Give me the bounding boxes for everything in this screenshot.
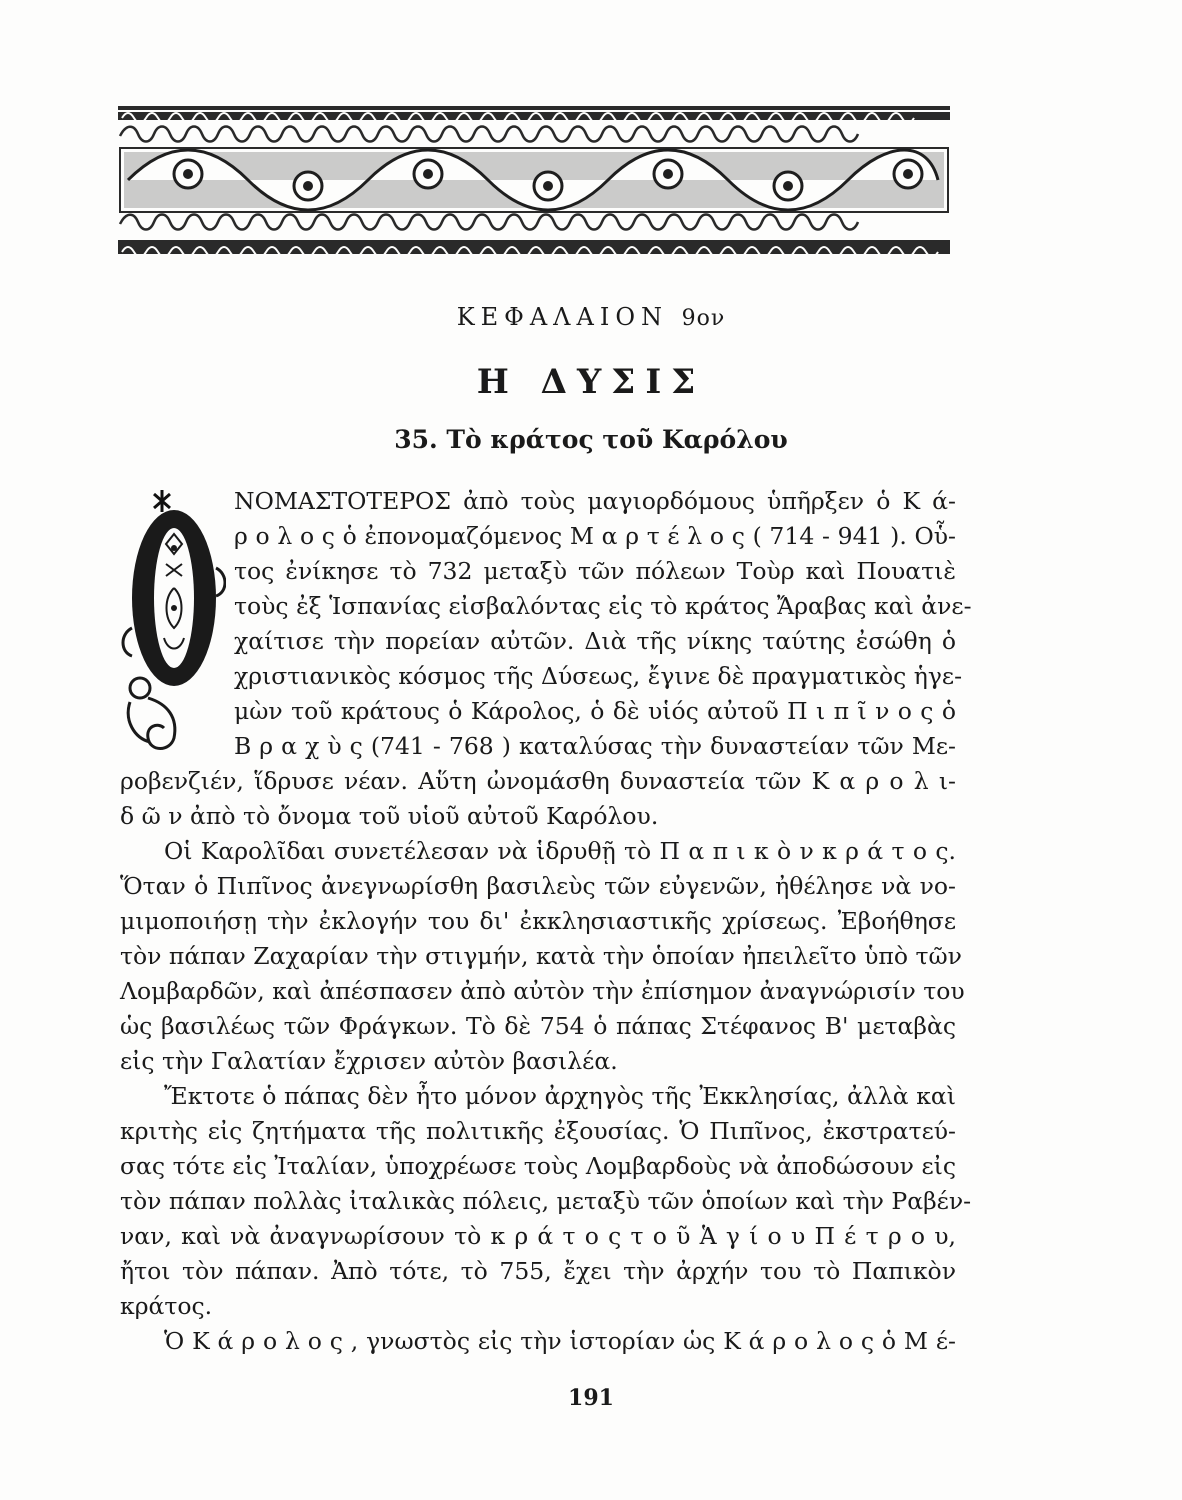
text-line: ροβενζιέν, ἵδρυσε νέαν. Αὕτη ὠνομάσθη δυναστεία τῶν Κ α ρ ο λ ι- — [120, 767, 956, 795]
text-line: μὼν τοῦ κράτους ὁ Κάρολος, ὁ δὲ υἱός αὐτοῦ Π ι π ῖ ν ο ς ὁ — [234, 697, 956, 725]
page-number: 191 — [568, 1385, 614, 1411]
text-line: ὡς βασιλέως τῶν Φράγκων. Τὸ δὲ 754 ὁ πάπας Στέφανος Β' μεταβὰς — [120, 1012, 956, 1040]
chapter-number: 9ον — [681, 306, 726, 331]
text-line: ναν, καὶ νὰ ἀναγνωρίσουν τὸ κ ρ ά τ ο ς τ ο ῦ Ἁ γ ί ο υ Π έ τ ρ ο υ, — [120, 1222, 956, 1250]
text-line: ρ ο λ ο ς ὁ ἐπονομαζόμενος Μ α ρ τ έ λ ο ς ( 714 - 941 ). Οὗ- — [234, 522, 956, 550]
text-line: Οἱ Καρολῖδαι συνετέλεσαν νὰ ἱδρυθῇ τὸ Π α π ι κ ὸ ν κ ρ ά τ ο ς. — [164, 837, 956, 865]
text-line: κριτὴς εἰς ζητήματα τῆς πολιτικῆς ἐξουσίας. Ὁ Πιπῖνος, ἐκστρατεύ- — [120, 1117, 956, 1145]
text-line: τος ἐνίκησε τὸ 732 μεταξὺ τῶν πόλεων Τοὺρ καὶ Πουατιὲ — [234, 557, 956, 585]
text-line: Ἔκτοτε ὁ πάπας δὲν ἦτο μόνον ἀρχηγὸς τῆς Ἐκκλησίας, ἀλλὰ καὶ — [164, 1082, 956, 1110]
text-line: κράτος. — [120, 1292, 213, 1320]
text-line: εἰς τὴν Γαλατίαν ἔχρισεν αὐτὸν βασιλέα. — [120, 1047, 618, 1075]
text-line: σας τότε εἰς Ἰταλίαν, ὑποχρέωσε τοὺς Λομβαρδοὺς νὰ ἀποδώσουν εἰς — [120, 1152, 956, 1180]
ornamental-headpiece-icon — [118, 102, 950, 258]
text-line: τοὺς ἐξ Ἱσπανίας εἰσβαλόντας εἰς τὸ κράτος Ἄραβας καὶ ἀνε- — [234, 592, 972, 620]
page-title: Η ΔΥΣΙΣ — [476, 362, 706, 402]
text-line: Β ρ α χ ὺ ς (741 - 768 ) καταλύσας τὴν δυναστείαν τῶν Με- — [234, 732, 956, 760]
chapter-label: ΚΕΦΑΛΑΙΟΝ — [456, 303, 668, 331]
text-line: Ὅταν ὁ Πιπῖνος ἀνεγνωρίσθη βασιλεὺς τῶν εὐγενῶν, ἠθέλησε νὰ νο- — [120, 872, 956, 900]
text-line: χριστιανικὸς κόσμος τῆς Δύσεως, ἔγινε δὲ πραγματικὸς ἡγε- — [234, 662, 963, 690]
text-line: δ ῶ ν ἀπὸ τὸ ὄνομα τοῦ υἱοῦ αὐτοῦ Καρόλου. — [120, 802, 659, 830]
text-line: τὸν πάπαν πολλὰς ἰταλικὰς πόλεις, μεταξὺ τῶν ὁποίων καὶ τὴν Ραβέν- — [120, 1187, 972, 1215]
text-line: ἤτοι τὸν πάπαν. Ἀπὸ τότε, τὸ 755, ἔχει τὴν ἀρχήν του τὸ Παπικὸν — [120, 1257, 956, 1285]
text-line: χαίτισε τὴν πορείαν αὐτῶν. Διὰ τῆς νίκης ταύτης ἐσώθη ὁ — [234, 627, 956, 655]
text-line: Λομβαρδῶν, καὶ ἀπέσπασεν ἀπὸ αὐτὸν τὴν ἐπίσημον ἀναγνώρισίν του — [120, 977, 965, 1005]
ornamental-initial-icon — [118, 488, 226, 758]
text-line: ΝΟΜΑΣΤΟΤΕΡΟΣ ἀπὸ τοὺς μαγιορδόμους ὑπῆρξεν ὁ Κ ά- — [234, 487, 956, 515]
text-line: Ὁ Κ ά ρ ο λ ο ς , γνωστὸς εἰς τὴν ἱστορίαν ὡς Κ ά ρ ο λ ο ς ὁ Μ έ- — [164, 1327, 956, 1355]
text-line: τὸν πάπαν Ζαχαρίαν τὴν στιγμήν, κατὰ τὴν ὁποίαν ἠπειλεῖτο ὑπὸ τῶν — [120, 942, 962, 970]
section-title: 35. Τὸ κράτος τοῦ Καρόλου — [394, 425, 788, 454]
chapter-heading — [0, 303, 1182, 331]
text-line: μιμοποιήσῃ τὴν ἐκλογήν του δι' ἐκκλησιαστικῆς χρίσεως. Ἐβοήθησε — [120, 907, 956, 935]
